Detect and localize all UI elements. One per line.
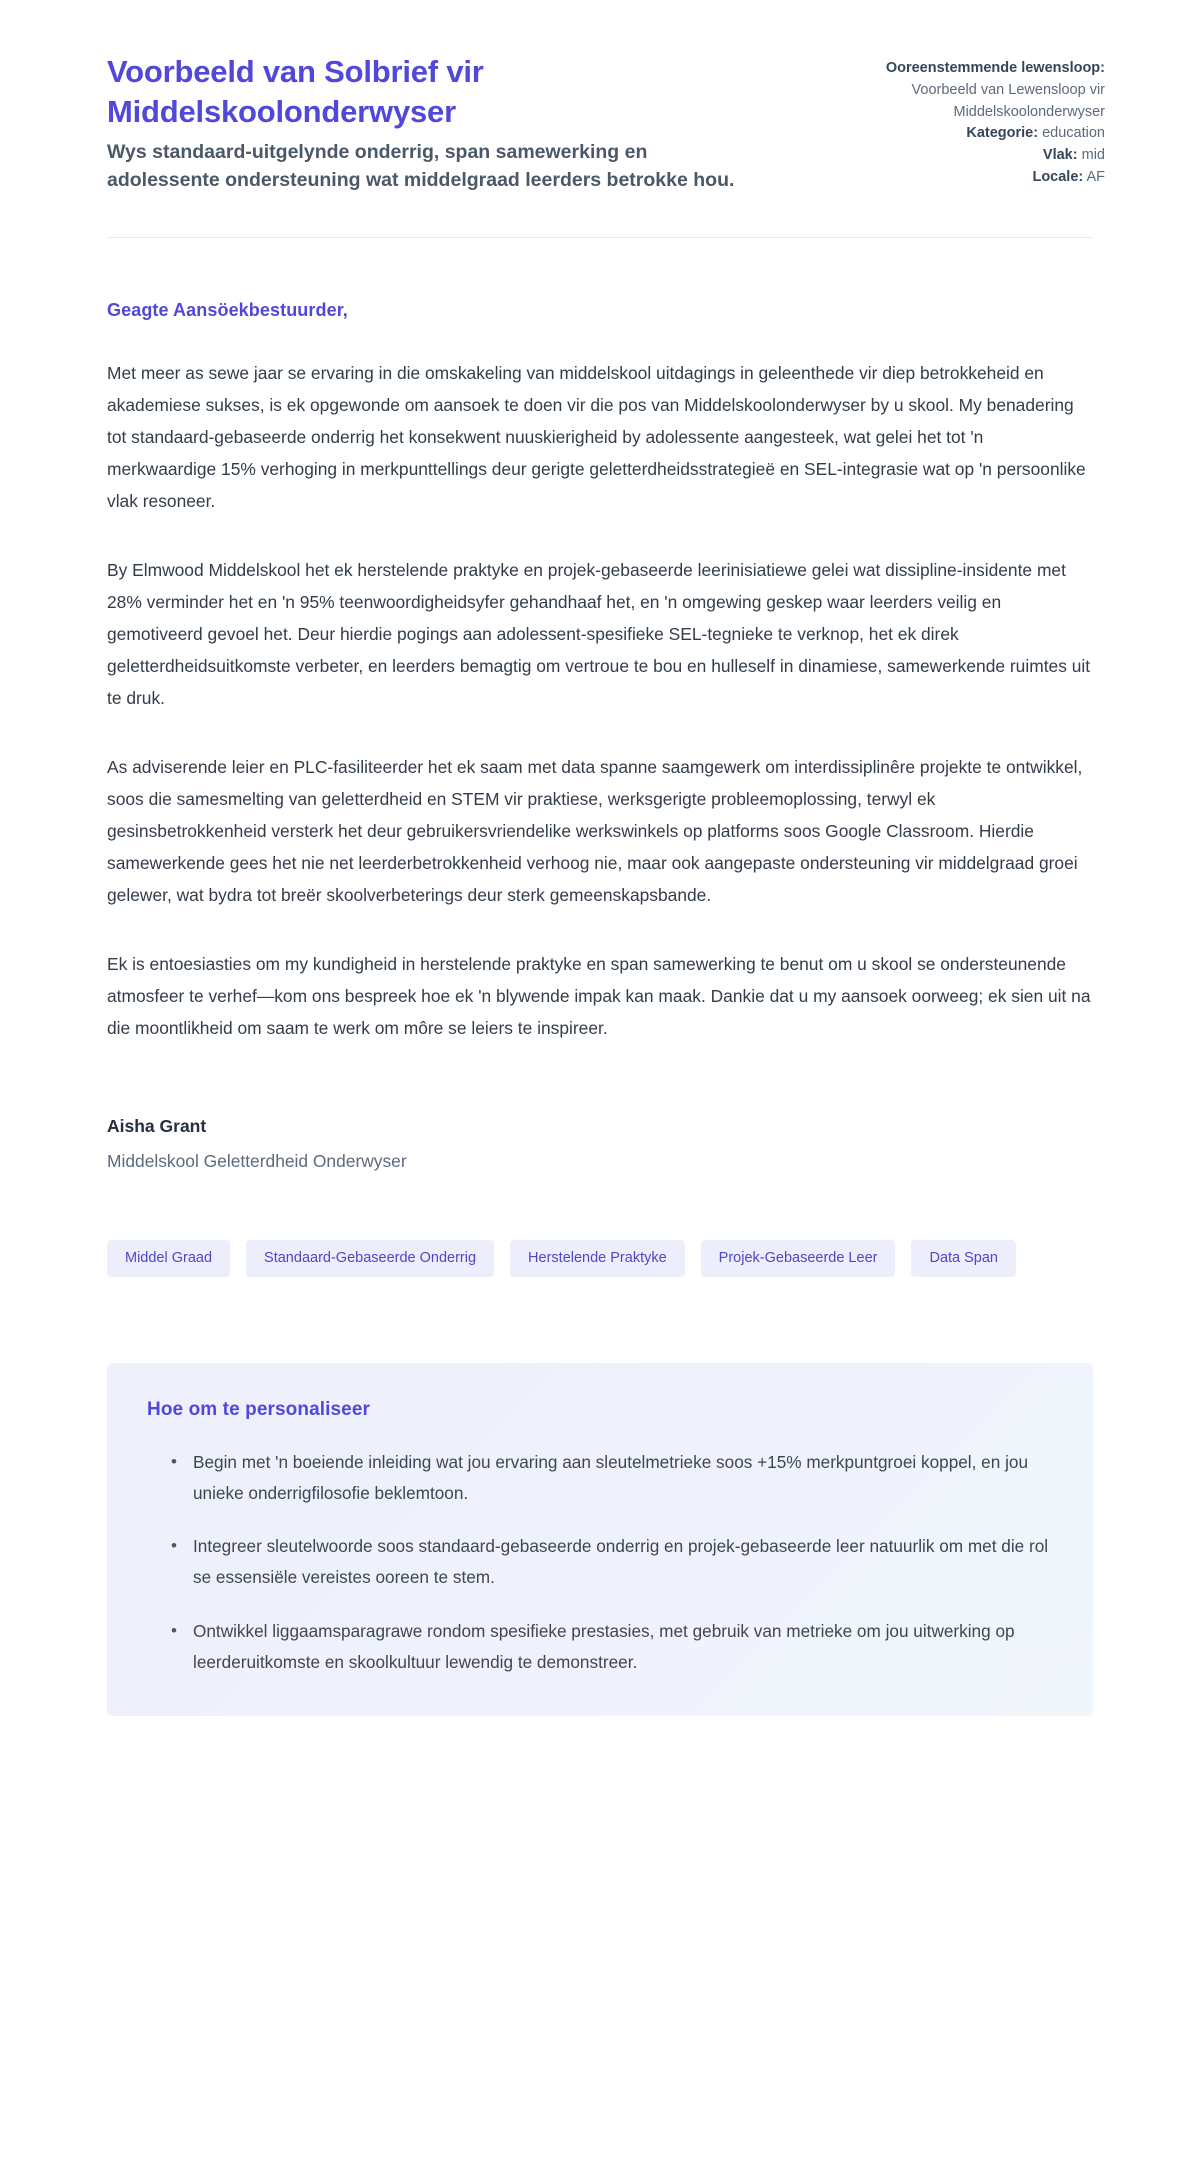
metadata-label-resume: Ooreenstemmende lewensloop: xyxy=(885,60,1105,76)
metadata-label-locale: Locale: xyxy=(1032,168,1084,185)
signature-block xyxy=(95,1116,1105,1172)
metadata-value-category: education xyxy=(1042,125,1105,142)
tag-chip[interactable]: Herstelende Praktyke xyxy=(510,1240,685,1277)
letter-paragraph: Ek is entoesiasties om my kundigheid in herstelende praktyke en span samewerking te benut om u skool se ondersteunende atmosfeer te verhef—kom ons bespreek hoe ek 'n blywende impak kan maak. Dankie dat u my aansoek oorweeg; ek sien uit na die moontlikheid om saam te werk om môre se leiers te inspireer. xyxy=(107,953,1091,1038)
metadata-row-locale xyxy=(857,167,1105,189)
page-bottom-spacer xyxy=(95,1716,1105,1836)
metadata-value-level: mid xyxy=(1081,147,1105,163)
signature-name: Aisha Grant xyxy=(107,1116,207,1137)
personalization-callout xyxy=(107,1363,1093,1717)
document-header xyxy=(95,0,1105,195)
tag-list xyxy=(95,1240,1105,1277)
callout-list xyxy=(147,1447,1053,1679)
page-subtitle: Wys standaard-uitgelynde onderrig, span samewerking en adolessente ondersteuning wat middelgraad leerders betrokke hou. xyxy=(107,141,735,192)
header-title-block xyxy=(95,52,767,195)
tag-chip[interactable]: Data Span xyxy=(911,1240,1016,1277)
page-title: Voorbeeld van Solbrief vir Middelskoolonderwyser xyxy=(107,54,484,129)
metadata-row-category xyxy=(857,123,1105,145)
metadata-label-level: Vlak: xyxy=(1042,147,1078,163)
signature-role: Middelskool Geletterdheid Onderwyser xyxy=(107,1151,407,1172)
tag-chip[interactable]: Middel Graad xyxy=(107,1240,230,1277)
metadata-label-category: Kategorie: xyxy=(966,125,1039,142)
metadata-row-level xyxy=(857,145,1105,167)
cover-letter-body xyxy=(95,300,1105,1044)
header-divider xyxy=(107,237,1093,238)
letter-paragraph: Met meer as sewe jaar se ervaring in die omskakeling van middelskool uitdagings in geleenthede vir diep betrokkeheid en akademiese sukses, is ek opgewonde om aansoek te doen vir die pos van Middelskoolonderwyser by u skool. My benadering tot standaard-gebaseerde onderrig het konsekwent nuuskierigheid by adolessente aangesteek, wat gelei het tot 'n merkwaardige 15% verhoging in merkpunttellings deur gerigte geletterdheidsstrategieë en SEL-integrasie wat op 'n persoonlike vlak resoneer. xyxy=(107,362,1086,512)
metadata-value-locale: AF xyxy=(1086,168,1105,185)
callout-list-item: • Integreer sleutelwoorde soos standaard-gebaseerde onderrig en projek-gebaseerde leer natuurlik om met die rol se essensiële vereistes ooreen te stem. xyxy=(171,1531,1053,1594)
tag-chip[interactable]: Standaard-Gebaseerde Onderrig xyxy=(246,1240,494,1277)
callout-title: Hoe om te personaliseer xyxy=(147,1398,370,1420)
document-metadata xyxy=(857,52,1105,189)
letter-paragraph: By Elmwood Middelskool het ek herstelende praktyke en projek-gebaseerde leerinisiatiewe gelei wat dissipline-insidente met 28% verminder het en 'n 95% teenwoordigheidsyfer gehandhaaf het, en 'n omgewing geskep waar leerders veilig en gemotiveerd gevoel het. Deur hierdie pogings aan adolessent-spesifieke SEL-tegnieke te verknop, het ek direk geletterdheidsuitkomste verbeter, en leerders bemagtig om vertroue te bou en hulleself in dinamiese, samewerkende ruimtes uit te druk. xyxy=(107,559,1091,709)
metadata-row-resume xyxy=(857,58,1105,123)
callout-list-item: • Ontwikkel liggaamsparagrawe rondom spesifieke prestasies, met gebruik van metrieke om jou uitwerking op leerderuitkomste en skoolkultuur lewendig te demonstreer. xyxy=(171,1616,1053,1679)
tag-chip[interactable]: Projek-Gebaseerde Leer xyxy=(701,1240,896,1277)
callout-list-item: • Begin met 'n boeiende inleiding wat jou ervaring aan sleutelmetrieke soos +15% merkpuntgroei koppel, en jou unieke onderrigfilosofie beklemtoon. xyxy=(171,1447,1053,1510)
letter-paragraph: As adviserende leier en PLC-fasiliteerder het ek saam met data spanne saamgewerk om interdissiplinêre projekte te ontwikkel, soos die samesmelting van geletterdheid en STEM vir praktiese, werksgerigte probleemoplossing, terwyl ek gesinsbetrokkenheid versterk het deur gebruikersvriendelike werkswinkels op platforms soos Google Classroom. Hierdie samewerkende gees het nie net leerderbetrokkenheid verhoog nie, maar ook aangepaste ondersteuning vir middelgraad groei gelewer, wat bydra tot breër skoolverbeterings deur sterk gemeenskapsbande. xyxy=(107,756,1083,906)
metadata-value-resume: Voorbeeld van Lewensloop vir Middelskoolonderwyser xyxy=(911,81,1105,120)
letter-salutation: Geagte Aansöekbestuurder, xyxy=(107,299,348,320)
